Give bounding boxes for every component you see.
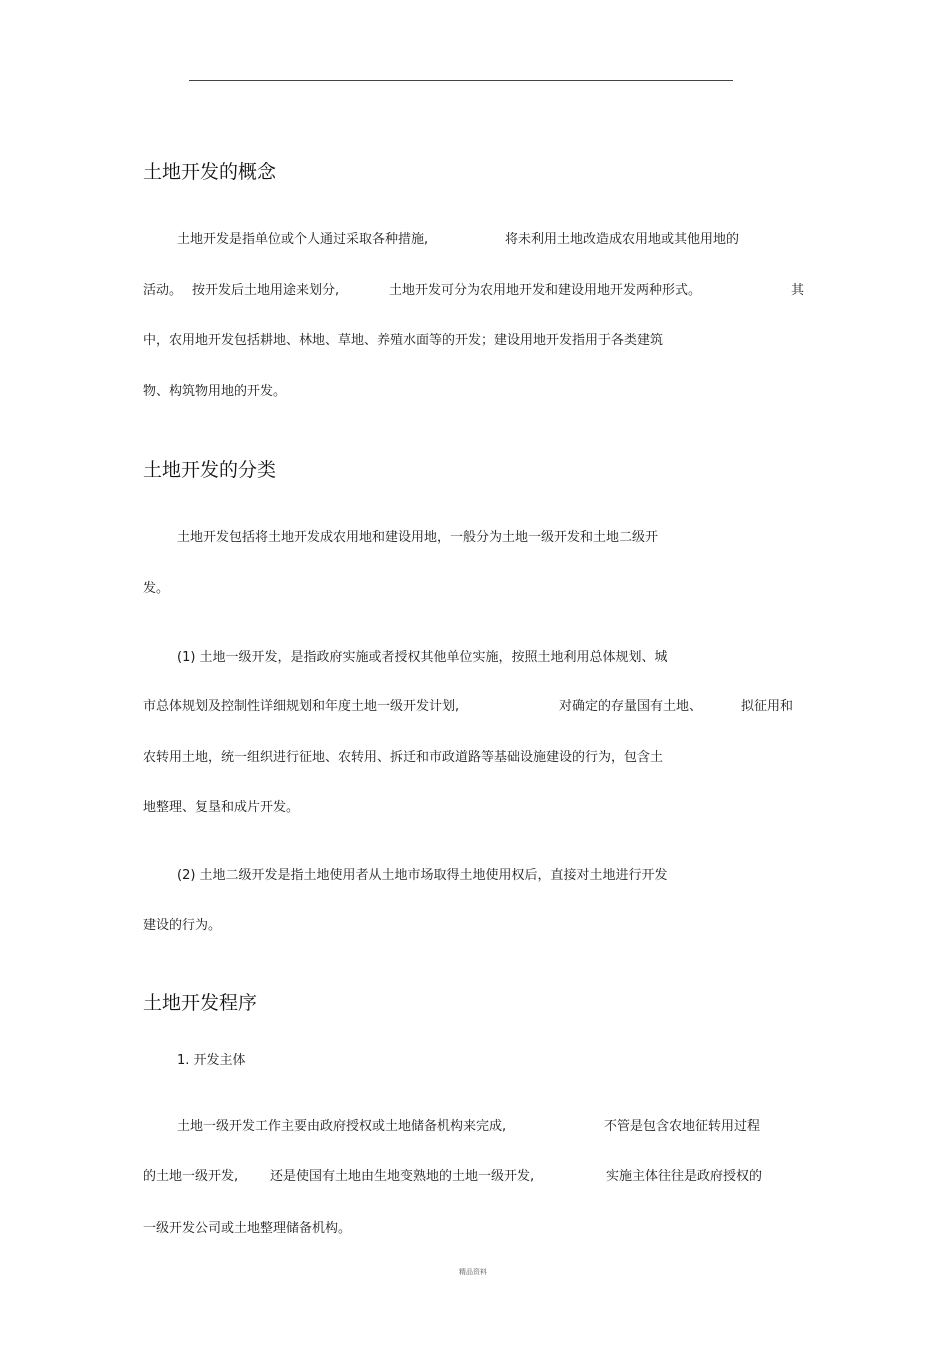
list-item-text: 市总体规划及控制性详细规划和年度土地一级开发计划, <box>143 699 460 714</box>
list-item-text: 拟征用和 <box>741 699 794 714</box>
list-item-text: 农转用土地，统一组织进行征地、农转用、拆迁和市政道路等基础设施建设的行为，包含土 <box>143 750 664 765</box>
paragraph-text: 一级开发公司或土地整理储备机构。 <box>143 1221 352 1236</box>
subsection-heading: 1. 开发主体 <box>177 1053 246 1068</box>
paragraph-text: 土地开发可分为农用地开发和建设用地开发两种形式。 <box>389 283 702 298</box>
footer-label: 精品资料 <box>459 1268 487 1276</box>
paragraph-text: 土地一级开发工作主要由政府授权或土地储备机构来完成, <box>177 1119 507 1134</box>
section-heading-concept: 土地开发的概念 <box>143 161 277 183</box>
paragraph-text: 不管是包含农地征转用过程 <box>604 1119 761 1134</box>
header-rule <box>189 80 733 81</box>
list-item-text: 地整理、复垦和成片开发。 <box>143 800 300 815</box>
section-heading-classification: 土地开发的分类 <box>143 459 277 481</box>
list-item-text: (2) 土地二级开发是指土地使用者从土地市场取得土地使用权后，直接对土地进行开发 <box>177 868 668 883</box>
paragraph-text: 中，农用地开发包括耕地、林地、草地、养殖水面等的开发；建设用地开发指用于各类建筑 <box>143 333 664 348</box>
section-heading-procedure: 土地开发程序 <box>143 992 258 1014</box>
paragraph-text: 土地开发是指单位或个人通过采取各种措施, <box>177 232 429 247</box>
paragraph-text: 发。 <box>143 581 170 596</box>
paragraph-text: 实施主体往往是政府授权的 <box>606 1169 763 1184</box>
paragraph-text: 土地开发包括将土地开发成农用地和建设用地，一般分为土地一级开发和土地二级开 <box>177 530 659 545</box>
paragraph-text: 将未利用土地改造成农用地或其他用地的 <box>505 232 740 247</box>
list-item-text: 建设的行为。 <box>143 918 222 933</box>
paragraph-text: 的土地一级开发, <box>143 1169 239 1184</box>
paragraph-text: 物、构筑物用地的开发。 <box>143 384 287 399</box>
paragraph-text: 还是使国有土地由生地变熟地的土地一级开发, <box>270 1169 535 1184</box>
list-item-text: (1) 土地一级开发，是指政府实施或者授权其他单位实施，按照土地利用总体规划、城 <box>177 650 668 665</box>
list-item-text: 对确定的存量国有土地、 <box>559 699 703 714</box>
paragraph-text: 活动。 <box>143 283 183 298</box>
paragraph-text: 按开发后土地用途来划分, <box>192 283 340 298</box>
paragraph-text: 其 <box>791 283 805 298</box>
